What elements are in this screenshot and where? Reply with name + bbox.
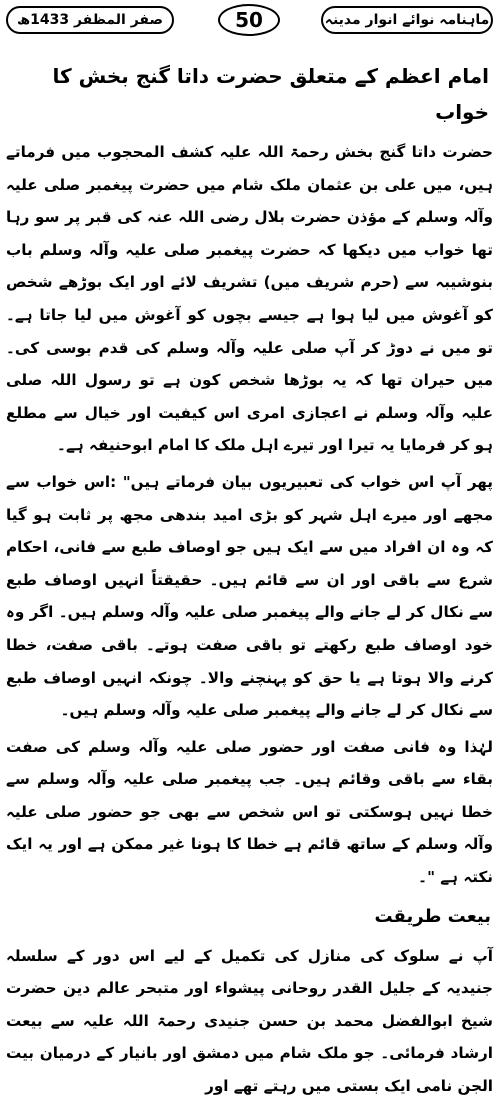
article-heading: امام اعظم کے متعلق حضرت داتا گنج بخش کا خواب <box>52 64 489 124</box>
issue-date-badge: صفر المظفر 1433ھ <box>6 6 174 34</box>
article-paragraph: لہٰذا وہ فانی صفت اور حضور صلی علیہ وآلہ وسلم کی صفت بقاء سے باقی وقائم ہیں۔ جب پیغمبر صلی علیہ وآلہ وسلم سے خطا نہیں ہوسکتی تو اس شخص سے بھی جو حضور صلی علیہ وآلہ وسلم کے ساتھ قائم ہے خطا کا ہونا غیر ممکن ہے اور یہ ایک نکتہ ہے "۔ <box>6 737 493 887</box>
page-number: 50 <box>218 4 280 36</box>
section-heading: بیعت طریقت <box>374 905 491 927</box>
article-body <box>6 58 493 1107</box>
magazine-title-badge: ماہنامہ نوائے انوار مدینہ <box>321 6 493 34</box>
article-paragraph: حضرت داتا گنج بخش رحمۃ اللہ علیہ کشف المحجوب میں فرماتے ہیں، میں علی بن عثمان ملک شام میں حضرت پیغمبر صلی علیہ وآلہ وسلم کے مؤذن حضرت بلال رضی اللہ عنہ کی قبر پر سو رہا تھا خواب میں دیکھا کہ حضرت پیغمبر صلی علیہ وآلہ وسلم باب بنوشیبہ سے (حرم شریف میں) تشریف لائے اور ایک بوڑھے شخص کو آغوش میں لیا ہوا ہے جیسے بچوں کو آغوش میں لیا جاتا ہے۔ تو میں نے دوڑ کر آپ صلی علیہ وآلہ وسلم کی قدم بوسی کی۔ میں حیران تھا کہ یہ بوڑھا شخص کون ہے تو رسول اللہ صلی علیہ وآلہ وسلم نے اعجازی امری اس کیفیت اور خیال سے مطلع ہو کر فرمایا یہ تیرا اور تیرے اہل ملک کا امام ابوحنیفہ ہے۔ <box>6 143 493 455</box>
page-header <box>6 4 493 40</box>
article-paragraph: پھر آپ اس خواب کی تعبیریوں بیان فرماتے ہیں" :اس خواب سے مجھے اور میرے اہل شہر کو بڑی امید بندھی مجھ پر ثابت ہو گیا کہ وہ ان افراد میں سے ایک ہیں جو اوصاف طبع سے فانی، احکام شرع سے باقی اور ان سے قائم ہیں۔ حقیقتاً انہیں اوصاف طبع سے نکال کر لے جانے والے پیغمبر صلی علیہ وآلہ وسلم ہیں۔ اگر وہ خود اوصاف طبع رکھتے تو باقی صفت ہوتے۔ باقی صفت، خطا کرنے والا ہوتا ہے یا حق کو پہنچنے والا۔ چونکہ انہیں اوصاف طبع سے نکال کر لے جانے والے پیغمبر صلی علیہ وآلہ وسلم ہیں۔ <box>6 472 493 720</box>
section-paragraph: آپ نے سلوک کی منازل کی تکمیل کے لیے اس دور کے سلسلہ جنیدیہ کے جلیل القدر روحانی پیشواء اور متبحر عالم دین حضرت شیخ ابوالفضل محمد بن حسن جنیدی رحمۃ اللہ علیہ سے بیعت ارشاد فرمائی۔ جو ملک شام میں دمشق اور بانیار کے درمیان بیت الجن نامی ایک بستی میں رہتے تھے اور <box>6 946 493 1096</box>
